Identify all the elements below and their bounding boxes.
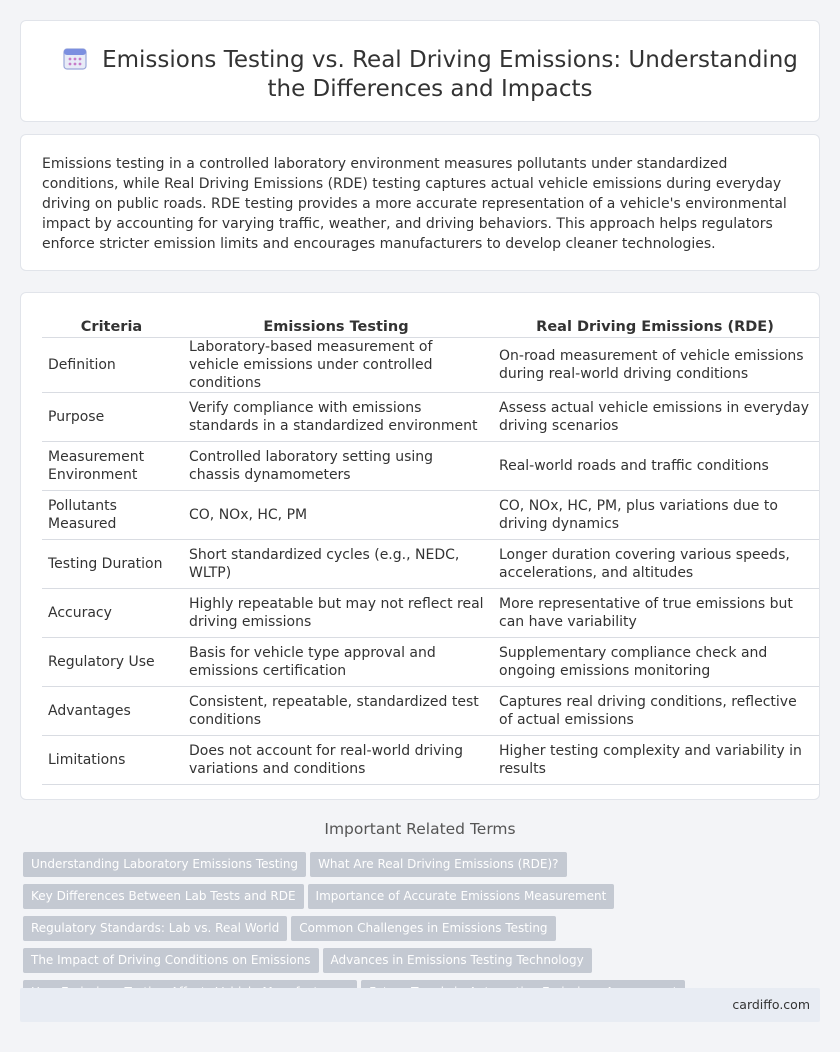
related-terms-title: Important Related Terms xyxy=(324,820,516,838)
related-term-tag[interactable]: Understanding Laboratory Emissions Testing xyxy=(23,852,306,877)
calendar-icon xyxy=(62,45,88,71)
table-row xyxy=(42,393,819,442)
row-criteria: Regulatory Use xyxy=(42,638,181,687)
table-header-row xyxy=(42,315,819,338)
row-rde-value: More representative of true emissions but can have variability xyxy=(491,589,819,638)
row-rde-value: Longer duration covering various speeds, accelerations, and altitudes xyxy=(491,540,819,589)
row-criteria: Definition xyxy=(42,338,181,393)
header-rde: Real Driving Emissions (RDE) xyxy=(491,315,819,338)
row-criteria: Accuracy xyxy=(42,589,181,638)
header-criteria: Criteria xyxy=(42,315,181,338)
row-lab-value: Consistent, repeatable, standardized test conditions xyxy=(181,687,491,736)
related-term-tag[interactable]: Regulatory Standards: Lab vs. Real World xyxy=(23,916,287,941)
table-row xyxy=(42,638,819,687)
row-lab-value: Laboratory-based measurement of vehicle emissions under controlled conditions xyxy=(181,338,491,393)
page-title: Emissions Testing vs. Real Driving Emissions: Understanding the Differences and Impacts xyxy=(102,47,798,102)
intro-card xyxy=(20,134,820,271)
related-term-tag[interactable]: Importance of Accurate Emissions Measurement xyxy=(308,884,615,909)
row-rde-value: CO, NOx, HC, PM, plus variations due to driving dynamics xyxy=(491,491,819,540)
table-row xyxy=(42,338,819,393)
row-rde-value: Supplementary compliance check and ongoing emissions monitoring xyxy=(491,638,819,687)
row-lab-value: Highly repeatable but may not reflect real driving emissions xyxy=(181,589,491,638)
row-rde-value: Higher testing complexity and variability in results xyxy=(491,736,819,785)
row-criteria: Measurement Environment xyxy=(42,442,181,491)
related-term-tag[interactable]: Key Differences Between Lab Tests and RDE xyxy=(23,884,304,909)
table-row xyxy=(42,589,819,638)
title-card xyxy=(20,20,820,122)
row-lab-value: CO, NOx, HC, PM xyxy=(181,491,491,540)
related-term-tag[interactable]: Advances in Emissions Testing Technology xyxy=(323,948,592,973)
row-criteria: Advantages xyxy=(42,687,181,736)
row-criteria: Testing Duration xyxy=(42,540,181,589)
comparison-card xyxy=(20,292,820,800)
related-term-tag[interactable]: Common Challenges in Emissions Testing xyxy=(291,916,555,941)
row-lab-value: Verify compliance with emissions standards in a standardized environment xyxy=(181,393,491,442)
row-lab-value: Short standardized cycles (e.g., NEDC, WLTP) xyxy=(181,540,491,589)
page-title-wrap xyxy=(61,45,799,104)
table-row xyxy=(42,540,819,589)
comparison-table xyxy=(42,315,819,785)
row-lab-value: Basis for vehicle type approval and emissions certification xyxy=(181,638,491,687)
row-rde-value: Captures real driving conditions, reflective of actual emissions xyxy=(491,687,819,736)
table-row xyxy=(42,442,819,491)
row-criteria: Pollutants Measured xyxy=(42,491,181,540)
row-criteria: Limitations xyxy=(42,736,181,785)
footer-site-link[interactable]: cardiffo.com xyxy=(732,997,810,1012)
intro-text: Emissions testing in a controlled laboratory environment measures pollutants under standardized conditions, while Real Driving Emissions (RDE) testing captures actual vehicle emissions during everyday driving on public roads. RDE testing provides a more accurate representation of a vehicle's environmental impact by accounting for varying traffic, weather, and driving behaviors. This approach helps regulators enforce stricter emission limits and encourages manufacturers to develop cleaner technologies. xyxy=(42,156,787,252)
row-rde-value: On-road measurement of vehicle emissions during real-world driving conditions xyxy=(491,338,819,393)
table-row xyxy=(42,736,819,785)
row-rde-value: Assess actual vehicle emissions in everyday driving scenarios xyxy=(491,393,819,442)
related-term-tag[interactable]: The Impact of Driving Conditions on Emissions xyxy=(23,948,319,973)
row-rde-value: Real-world roads and traffic conditions xyxy=(491,442,819,491)
row-criteria: Purpose xyxy=(42,393,181,442)
related-term-tag[interactable]: What Are Real Driving Emissions (RDE)? xyxy=(310,852,566,877)
header-emissions-testing: Emissions Testing xyxy=(181,315,491,338)
footer xyxy=(20,988,820,1022)
row-lab-value: Does not account for real-world driving variations and conditions xyxy=(181,736,491,785)
row-lab-value: Controlled laboratory setting using chassis dynamometers xyxy=(181,442,491,491)
table-row xyxy=(42,491,819,540)
table-row xyxy=(42,687,819,736)
